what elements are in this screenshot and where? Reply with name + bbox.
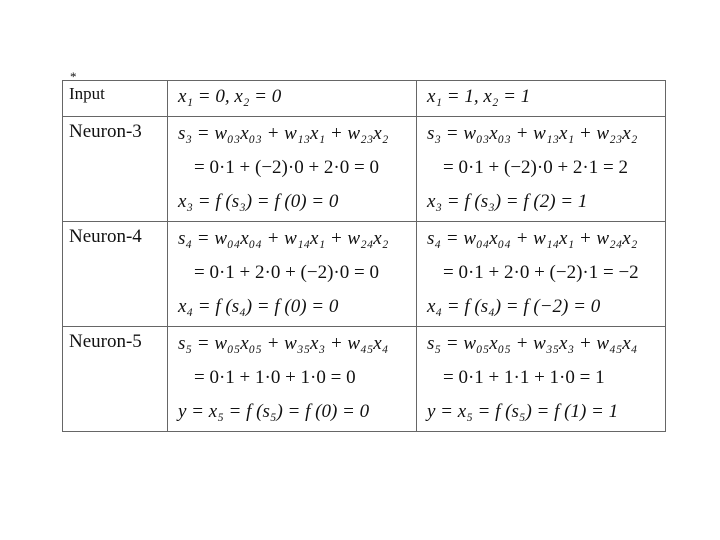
formula-line: = 0·1 + 2·0 + (−2)·1 = −2 bbox=[443, 262, 639, 283]
formula-line: x₃ = f (s₃) = f (2) = 1 bbox=[427, 191, 588, 212]
formula-line: x₁ = 0, x₂ = 0 bbox=[178, 86, 282, 107]
formula-line: s₃ = w₀₃x₀₃ + w₁₃x₁ + w₂₃x₂ bbox=[427, 123, 638, 144]
case-1-cell bbox=[168, 117, 417, 222]
case-2-cell bbox=[417, 117, 666, 222]
formula-line: = 0·1 + 1·0 + 1·0 = 0 bbox=[194, 367, 356, 388]
formula-line: y = x₅ = f (s₅) = f (1) = 1 bbox=[427, 401, 619, 422]
table-row-input bbox=[63, 81, 666, 117]
formula-line: = 0·1 + 2·0 + (−2)·0 = 0 bbox=[194, 262, 379, 283]
case-2-cell bbox=[417, 81, 666, 117]
formula-line: x₁ = 1, x₂ = 1 bbox=[427, 86, 531, 107]
row-label: Neuron-3 bbox=[63, 117, 168, 222]
formula-line: s₄ = w₀₄x₀₄ + w₁₄x₁ + w₂₄x₂ bbox=[427, 228, 638, 249]
formula-line: = 0·1 + (−2)·0 + 2·0 = 0 bbox=[194, 157, 379, 178]
neuron-calculation-table bbox=[62, 80, 666, 432]
case-2-cell bbox=[417, 222, 666, 327]
table-row-neuron-5 bbox=[63, 327, 666, 432]
formula-line: s₅ = w₀₅x₀₅ + w₃₅x₃ + w₄₅x₄ bbox=[178, 333, 389, 354]
formula-line: x₃ = f (s₃) = f (0) = 0 bbox=[178, 191, 339, 212]
formula-line: = 0·1 + 1·1 + 1·0 = 1 bbox=[443, 367, 605, 388]
formula-line: x₄ = f (s₄) = f (0) = 0 bbox=[178, 296, 339, 317]
table-row-neuron-4 bbox=[63, 222, 666, 327]
formula-line: x₄ = f (s₄) = f (−2) = 0 bbox=[427, 296, 601, 317]
footnote-marker: * bbox=[70, 69, 77, 84]
formula-line: s₃ = w₀₃x₀₃ + w₁₃x₁ + w₂₃x₂ bbox=[178, 123, 389, 144]
case-1-cell bbox=[168, 81, 417, 117]
case-1-cell bbox=[168, 327, 417, 432]
formula-line: s₄ = w₀₄x₀₄ + w₁₄x₁ + w₂₄x₂ bbox=[178, 228, 389, 249]
formula-line: y = x₅ = f (s₅) = f (0) = 0 bbox=[178, 401, 370, 422]
row-label: Input bbox=[63, 81, 168, 117]
table-row-neuron-3 bbox=[63, 117, 666, 222]
case-2-cell bbox=[417, 327, 666, 432]
formula-line: = 0·1 + (−2)·0 + 2·1 = 2 bbox=[443, 157, 628, 178]
row-label: Neuron-5 bbox=[63, 327, 168, 432]
row-label: Neuron-4 bbox=[63, 222, 168, 327]
formula-line: s₅ = w₀₅x₀₅ + w₃₅x₃ + w₄₅x₄ bbox=[427, 333, 638, 354]
case-1-cell bbox=[168, 222, 417, 327]
